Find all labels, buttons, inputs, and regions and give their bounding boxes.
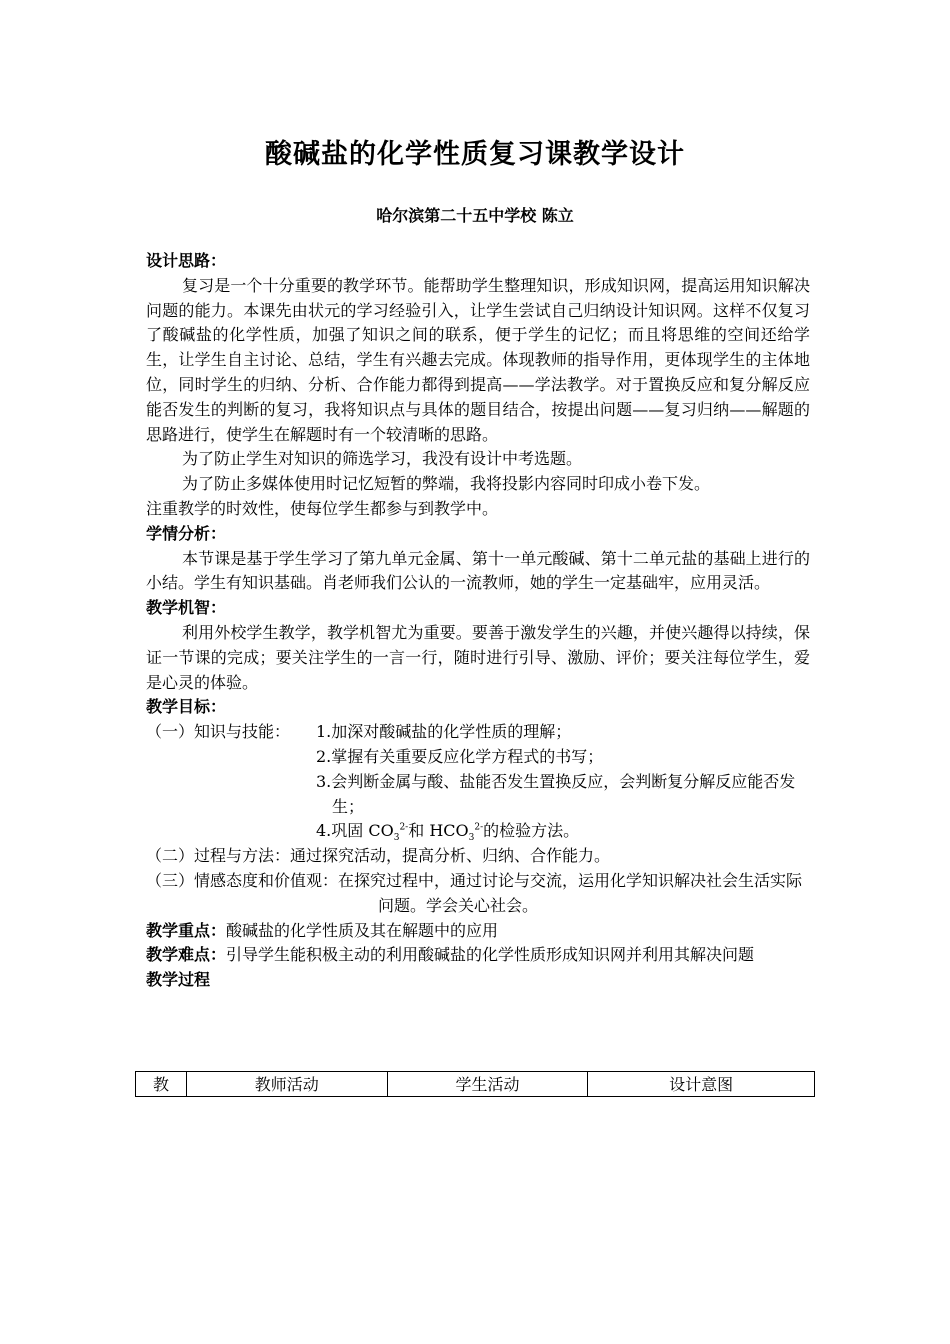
- teaching-process-table: [135, 1071, 815, 1097]
- design-paragraph-3a: 为了防止多媒体使用时记忆短暂的弊端，我将投影内容同时印成小卷下发。: [182, 474, 711, 494]
- wisdom-heading: 教学机智：: [146, 598, 227, 618]
- table-header-cell: 学生活动: [387, 1072, 588, 1097]
- emotion-goal: （三）情感态度和价值观：在探究过程中，通过讨论与交流，运用化学知识解决社会生活实际问题。学会关心社会。: [146, 870, 803, 915]
- table-header-cell: 教师活动: [186, 1072, 387, 1097]
- wisdom-paragraph: 利用外校学生教学，教学机智尤为重要。要善于激发学生的兴趣，并使兴趣得以持续，保证一节课的完成；要关注学生的一言一行，随时进行引导、激励、评价；要关注每位学生，爱是心灵的体验。: [146, 622, 810, 692]
- design-paragraph-2: 为了防止学生对知识的筛选学习，我没有设计中考选题。: [182, 449, 583, 469]
- process-goal: （二）过程与方法：通过探究活动，提高分析、归纳、合作能力。: [146, 846, 611, 866]
- difficulty-label: 教学难点：: [146, 945, 227, 965]
- table-header-cell: 教: [136, 1072, 187, 1097]
- table-header-row: [136, 1072, 815, 1097]
- difficulty-point: [146, 943, 810, 968]
- page-title: 酸碱盐的化学性质复习课教学设计: [265, 139, 685, 170]
- table-header-cell: 设计意图: [588, 1072, 815, 1097]
- knowledge-label: （一）知识与技能：: [146, 722, 291, 742]
- design-paragraph-1: 复习是一个十分重要的教学环节。能帮助学生整理知识，形成知识网，提高运用知识解决问题的能力。本课先由状元的学习经验引入，让学生尝试自己归纳设计知识网。这样不仅复习了酸碱盐的化学性质，加强了知识之间的联系，便于学生的记忆；而且将思维的空间还给学生，让学生自主讨论、总结，学生有兴趣去完成。体现教师的指导作用，更体现学生的主体地位，同时学生的归纳、分析、合作能力都得到提高——学法教学。对于置换反应和复分解反应能否发生的判断的复习，我将知识点与具体的题目结合，按提出问题——复习归纳——解题的思路进行，使学生在解题时有一个较清晰的思路。: [146, 275, 810, 444]
- key-point: [146, 919, 810, 944]
- knowledge-item-3: 3.会判断金属与酸、盐能否发生置换反应，会判断复分解反应能否发生；: [316, 771, 796, 816]
- key-label: 教学重点：: [146, 920, 227, 940]
- knowledge-goals: [146, 720, 810, 844]
- design-paragraph-3b: 注重教学的时效性，使每位学生都参与到教学中。: [146, 498, 499, 518]
- knowledge-list: [316, 720, 810, 844]
- knowledge-item-1: 1.加深对酸碱盐的化学性质的理解；: [316, 722, 572, 742]
- difficulty-text: 引导学生能积极主动的利用酸碱盐的化学性质形成知识网并利用其解决问题: [226, 945, 755, 965]
- analysis-paragraph: 本节课是基于学生学习了第九单元金属、第十一单元酸碱、第十二单元盐的基础上进行的小结。学生有知识基础。肖老师我们公认的一流教师，她的学生一定基础牢，应用灵活。: [146, 548, 810, 593]
- document-body: [146, 249, 810, 993]
- process-heading: 教学过程: [146, 970, 211, 990]
- knowledge-item-4: 4.巩固 $CO_3^{2-}$和 $HCO_3^{2-}$的检验方法。: [316, 821, 580, 844]
- design-heading: 设计思路：: [146, 251, 227, 270]
- goals-heading: 教学目标：: [146, 697, 227, 717]
- analysis-heading: 学情分析：: [146, 523, 227, 543]
- author-line: 哈尔滨第二十五中学校 陈立: [376, 206, 574, 225]
- key-text: 酸碱盐的化学性质及其在解题中的应用: [226, 920, 499, 940]
- knowledge-item-2: 2.掌握有关重要反应化学方程式的书写；: [316, 746, 604, 766]
